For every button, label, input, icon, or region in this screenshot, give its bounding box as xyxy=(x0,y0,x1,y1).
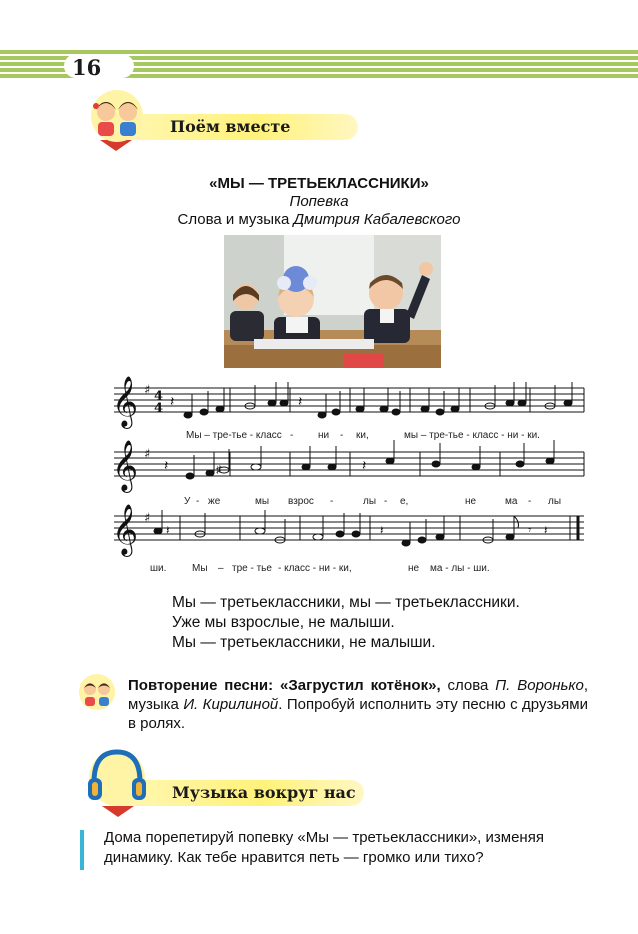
lyric-line2-c: же xyxy=(208,496,221,507)
section-heading-sing: Поём вместе xyxy=(170,117,291,136)
verse-line-2: Уже мы взрослые, не малыши. xyxy=(172,614,395,631)
svg-text:𝄽: 𝄽 xyxy=(166,523,170,537)
lyric-line2-h: - xyxy=(384,496,388,507)
sheet-music xyxy=(100,376,590,581)
lyric-line2-k: ма xyxy=(505,496,518,507)
lyric-line2-d: мы xyxy=(255,496,270,507)
svg-text:𝄞: 𝄞 xyxy=(112,504,139,555)
lyric-line2-a: У xyxy=(184,496,191,507)
svg-text:♯: ♯ xyxy=(216,464,222,476)
svg-text:𝄽: 𝄽 xyxy=(362,457,367,473)
lyric-line1-d: - xyxy=(340,430,344,441)
svg-text:4: 4 xyxy=(154,401,164,416)
svg-text:4: 4 xyxy=(154,389,164,404)
lyric-line2-e: взрос xyxy=(288,496,314,507)
repeat-song-paragraph: Повторение песни: «Загрустил котёнок», слова П. Воронько, музыка И. Кирилиной. Попробуй исполнить эту песню с друзьями в ролях. xyxy=(128,677,588,732)
svg-text:𝄞: 𝄞 xyxy=(112,376,139,427)
svg-text:𝄽: 𝄽 xyxy=(170,393,175,409)
svg-text:𝄾: 𝄾 xyxy=(528,523,532,537)
lyric-line3-g: ма - лы - ши. xyxy=(430,563,490,574)
children-icon xyxy=(76,672,118,717)
verse-line-3: Мы — третьеклассники, не малыши. xyxy=(172,634,436,651)
lyric-line1-b: - xyxy=(290,430,294,441)
lyric-line3-c: – xyxy=(218,563,224,574)
svg-text:𝄽: 𝄽 xyxy=(164,457,169,473)
song-genre: Попевка xyxy=(289,193,349,210)
lyric-line2-i: е, xyxy=(400,496,409,507)
song-title: «МЫ — ТРЕТЬЕКЛАССНИКИ» xyxy=(209,175,429,192)
section-heading-music: Музыка вокруг нас xyxy=(172,783,356,802)
lyric-line3-b: Мы xyxy=(192,563,208,574)
svg-text:♯: ♯ xyxy=(144,511,151,526)
svg-text:𝄽: 𝄽 xyxy=(380,523,384,537)
task-marker-bar xyxy=(80,830,84,870)
lyric-line2-l: - xyxy=(528,496,532,507)
svg-text:𝄽: 𝄽 xyxy=(298,393,303,409)
lyric-line2-f: - xyxy=(330,496,334,507)
lyric-line3-e: - класс - ни - ки, xyxy=(278,563,352,574)
lyric-line3-d: тре - тье xyxy=(232,563,272,574)
svg-text:𝄞: 𝄞 xyxy=(112,440,139,491)
verse-line-1: Мы — третьеклассники, мы — третьеклассники. xyxy=(172,594,520,611)
song-credit: Слова и музыка Дмитрия Кабалевского xyxy=(177,211,461,228)
page-number: 16 xyxy=(72,55,102,80)
lyric-line1-e: ки, xyxy=(356,430,369,441)
task-text: Дома порепетируй попевку «Мы — третьеклассники», изменяя динамику. Как тебе нравится петь — громко или тихо? xyxy=(104,829,544,866)
lyric-line1-a: Мы – тре-тье - класс xyxy=(186,430,282,441)
lyric-line1-f: мы – тре-тье - класс - ни - ки. xyxy=(404,430,540,441)
lyric-line2-g: лы xyxy=(363,496,377,507)
lyric-line3-a: ши. xyxy=(150,563,167,574)
svg-text:♯: ♯ xyxy=(144,447,151,462)
children-icon xyxy=(86,86,148,147)
lyric-line3-f: не xyxy=(408,563,420,574)
lyric-line2-m: лы xyxy=(548,496,562,507)
lyric-line1-c: ни xyxy=(318,430,330,441)
svg-text:♯: ♯ xyxy=(144,383,151,398)
lyric-line2-b: - xyxy=(196,496,200,507)
headphones-icon xyxy=(86,742,148,813)
svg-text:𝄽: 𝄽 xyxy=(544,523,548,537)
classroom-photo xyxy=(224,235,441,368)
lyric-line2-j: не xyxy=(465,496,477,507)
